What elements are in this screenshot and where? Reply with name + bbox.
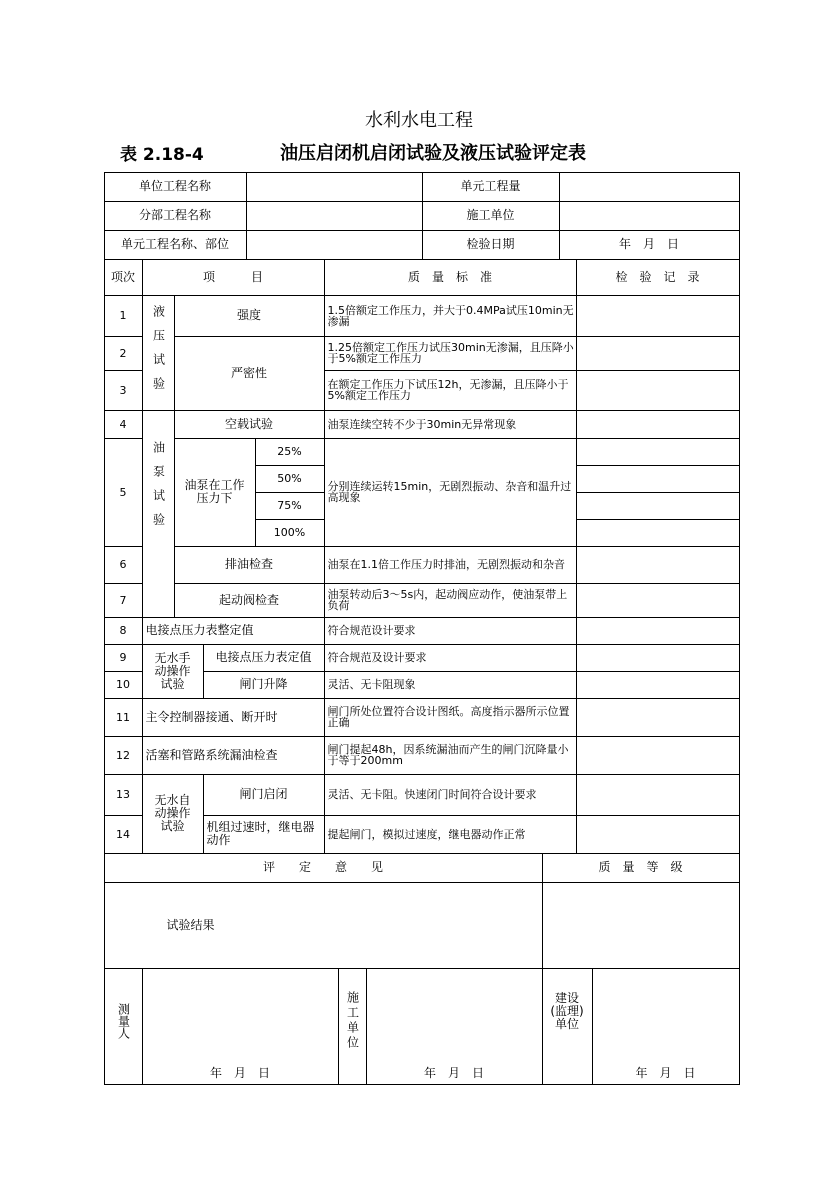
record-cell[interactable]	[576, 698, 740, 737]
tester-signature[interactable]	[142, 968, 339, 1085]
record-cell[interactable]	[576, 519, 740, 547]
record-cell[interactable]	[576, 671, 740, 699]
item-leak-check: 活塞和管路系统漏油检查	[142, 736, 325, 775]
standard-text: 分别连续运转15min，无剧烈振动、杂音和温升过高现象	[324, 438, 577, 547]
item-strength: 强度	[174, 295, 325, 337]
record-cell[interactable]	[576, 438, 740, 466]
group-hydraulic-test: 液压试验	[142, 295, 175, 411]
load-50: 50%	[255, 465, 325, 493]
standard-text: 符合规范设计要求	[324, 617, 577, 645]
unit-project-field[interactable]	[246, 172, 423, 202]
row-no: 8	[104, 617, 143, 645]
test-result-field[interactable]	[104, 882, 543, 969]
standard-text: 灵活、无卡阻。快速闭门时间符合设计要求	[324, 774, 577, 816]
col-header-item: 项 目	[142, 259, 325, 296]
load-75: 75%	[255, 492, 325, 520]
row-no: 13	[104, 774, 143, 816]
record-cell[interactable]	[576, 644, 740, 672]
col-header-record: 检 验 记 录	[576, 259, 740, 296]
row-no: 6	[104, 546, 143, 584]
contractor-field[interactable]	[559, 201, 740, 231]
record-cell[interactable]	[576, 370, 740, 411]
contractor-signature[interactable]	[366, 968, 543, 1085]
standard-text: 1.5倍额定工作压力，并大于0.4MPa试压10min无渗漏	[324, 295, 577, 337]
element-field[interactable]	[246, 230, 423, 260]
quality-grade-header: 质 量 等 级	[542, 853, 740, 883]
item-start-valve: 起动阀检查	[174, 583, 325, 618]
group-manual-test: 无水手动操作试验	[142, 644, 204, 699]
col-header-no: 项次	[104, 259, 143, 296]
division-label: 分部工程名称	[104, 201, 247, 231]
record-cell[interactable]	[576, 546, 740, 584]
item-pump-load: 油泵在工作压力下	[174, 438, 256, 547]
evaluation-opinion-header: 评 定 意 见	[104, 853, 543, 883]
supervisor-signature[interactable]	[592, 968, 740, 1085]
item-master-controller: 主令控制器接通、断开时	[142, 698, 325, 737]
row-no: 4	[104, 410, 143, 439]
tester-label: 测量人	[104, 968, 143, 1085]
item-gate-open-close: 闸门启闭	[203, 774, 325, 816]
item-no-load-test: 空载试验	[174, 410, 325, 439]
row-no: 3	[104, 370, 143, 411]
row-no: 11	[104, 698, 143, 737]
standard-text: 灵活、无卡阻现象	[324, 671, 577, 699]
row-no: 14	[104, 815, 143, 854]
standard-text: 油泵在1.1倍工作压力时排油，无剧烈振动和杂音	[324, 546, 577, 584]
element-label: 单元工程名称、部位	[104, 230, 247, 260]
item-tightness: 严密性	[174, 336, 325, 411]
row-no: 1	[104, 295, 143, 337]
record-cell[interactable]	[576, 336, 740, 371]
item-gauge-value: 电接点压力表定值	[203, 644, 325, 672]
standard-text: 提起闸门，模拟过速度，继电器动作正常	[324, 815, 577, 854]
row-no: 12	[104, 736, 143, 775]
load-25: 25%	[255, 438, 325, 466]
row-no: 5	[104, 438, 143, 547]
load-100: 100%	[255, 519, 325, 547]
standard-text: 1.25倍额定工作压力试压30min无渗漏，且压降小于5%额定工作压力	[324, 336, 577, 371]
item-oil-discharge: 排油检查	[174, 546, 325, 584]
contractor-date: 年 月 日	[423, 1065, 484, 1080]
standard-text: 在额定工作压力下试压12h，无渗漏，且压降小于5%额定工作压力	[324, 370, 577, 411]
standard-text: 闸门提起48h，因系统漏油而产生的闸门沉降量小于等于200mm	[324, 736, 577, 775]
row-no: 2	[104, 336, 143, 371]
standard-text: 油泵转动后3～5s内，起动阀应动作，使油泵带上负荷	[324, 583, 577, 618]
record-cell[interactable]	[576, 774, 740, 816]
unit-quantity-field[interactable]	[559, 172, 740, 202]
inspect-date-field[interactable]: 年 月 日	[559, 230, 740, 260]
contractor-sign-label: 施工单位	[338, 968, 367, 1085]
group-auto-test: 无水自动操作试验	[142, 774, 204, 854]
row-no: 7	[104, 583, 143, 618]
division-field[interactable]	[246, 201, 423, 231]
record-cell[interactable]	[576, 295, 740, 337]
standard-text: 油泵连续空转不少于30min无异常现象	[324, 410, 577, 439]
group-pump-test: 油泵试验	[142, 410, 175, 618]
standard-text: 符合规范及设计要求	[324, 644, 577, 672]
row-no: 9	[104, 644, 143, 672]
supervisor-label: 建设(监理)单位	[542, 968, 593, 1085]
row-no: 10	[104, 671, 143, 699]
unit-project-label: 单位工程名称	[104, 172, 247, 202]
standard-text: 闸门所处位置符合设计图纸。高度指示器所示位置正确	[324, 698, 577, 737]
inspect-date-label: 检验日期	[422, 230, 560, 260]
org-heading: 水利水电工程	[365, 110, 473, 131]
tester-date: 年 月 日	[209, 1065, 270, 1080]
record-cell[interactable]	[576, 492, 740, 520]
supervisor-date: 年 月 日	[635, 1065, 696, 1080]
record-cell[interactable]	[576, 465, 740, 493]
col-header-standard: 质 量 标 准	[324, 259, 577, 296]
record-cell[interactable]	[576, 410, 740, 439]
record-cell[interactable]	[576, 583, 740, 618]
item-gauge-setting: 电接点压力表整定值	[142, 617, 325, 645]
record-cell[interactable]	[576, 815, 740, 854]
item-overspeed-relay: 机组过速时，继电器动作	[203, 815, 325, 854]
quality-grade-field[interactable]	[542, 882, 740, 969]
item-gate-lift: 闸门升降	[203, 671, 325, 699]
test-result-label: 试验结果	[166, 917, 215, 932]
record-cell[interactable]	[576, 736, 740, 775]
record-cell[interactable]	[576, 617, 740, 645]
page-title: 油压启闭机启闭试验及液压试验评定表	[280, 143, 586, 164]
table-number: 表 2.18-4	[120, 145, 204, 165]
unit-quantity-label: 单元工程量	[422, 172, 560, 202]
contractor-label: 施工单位	[422, 201, 560, 231]
